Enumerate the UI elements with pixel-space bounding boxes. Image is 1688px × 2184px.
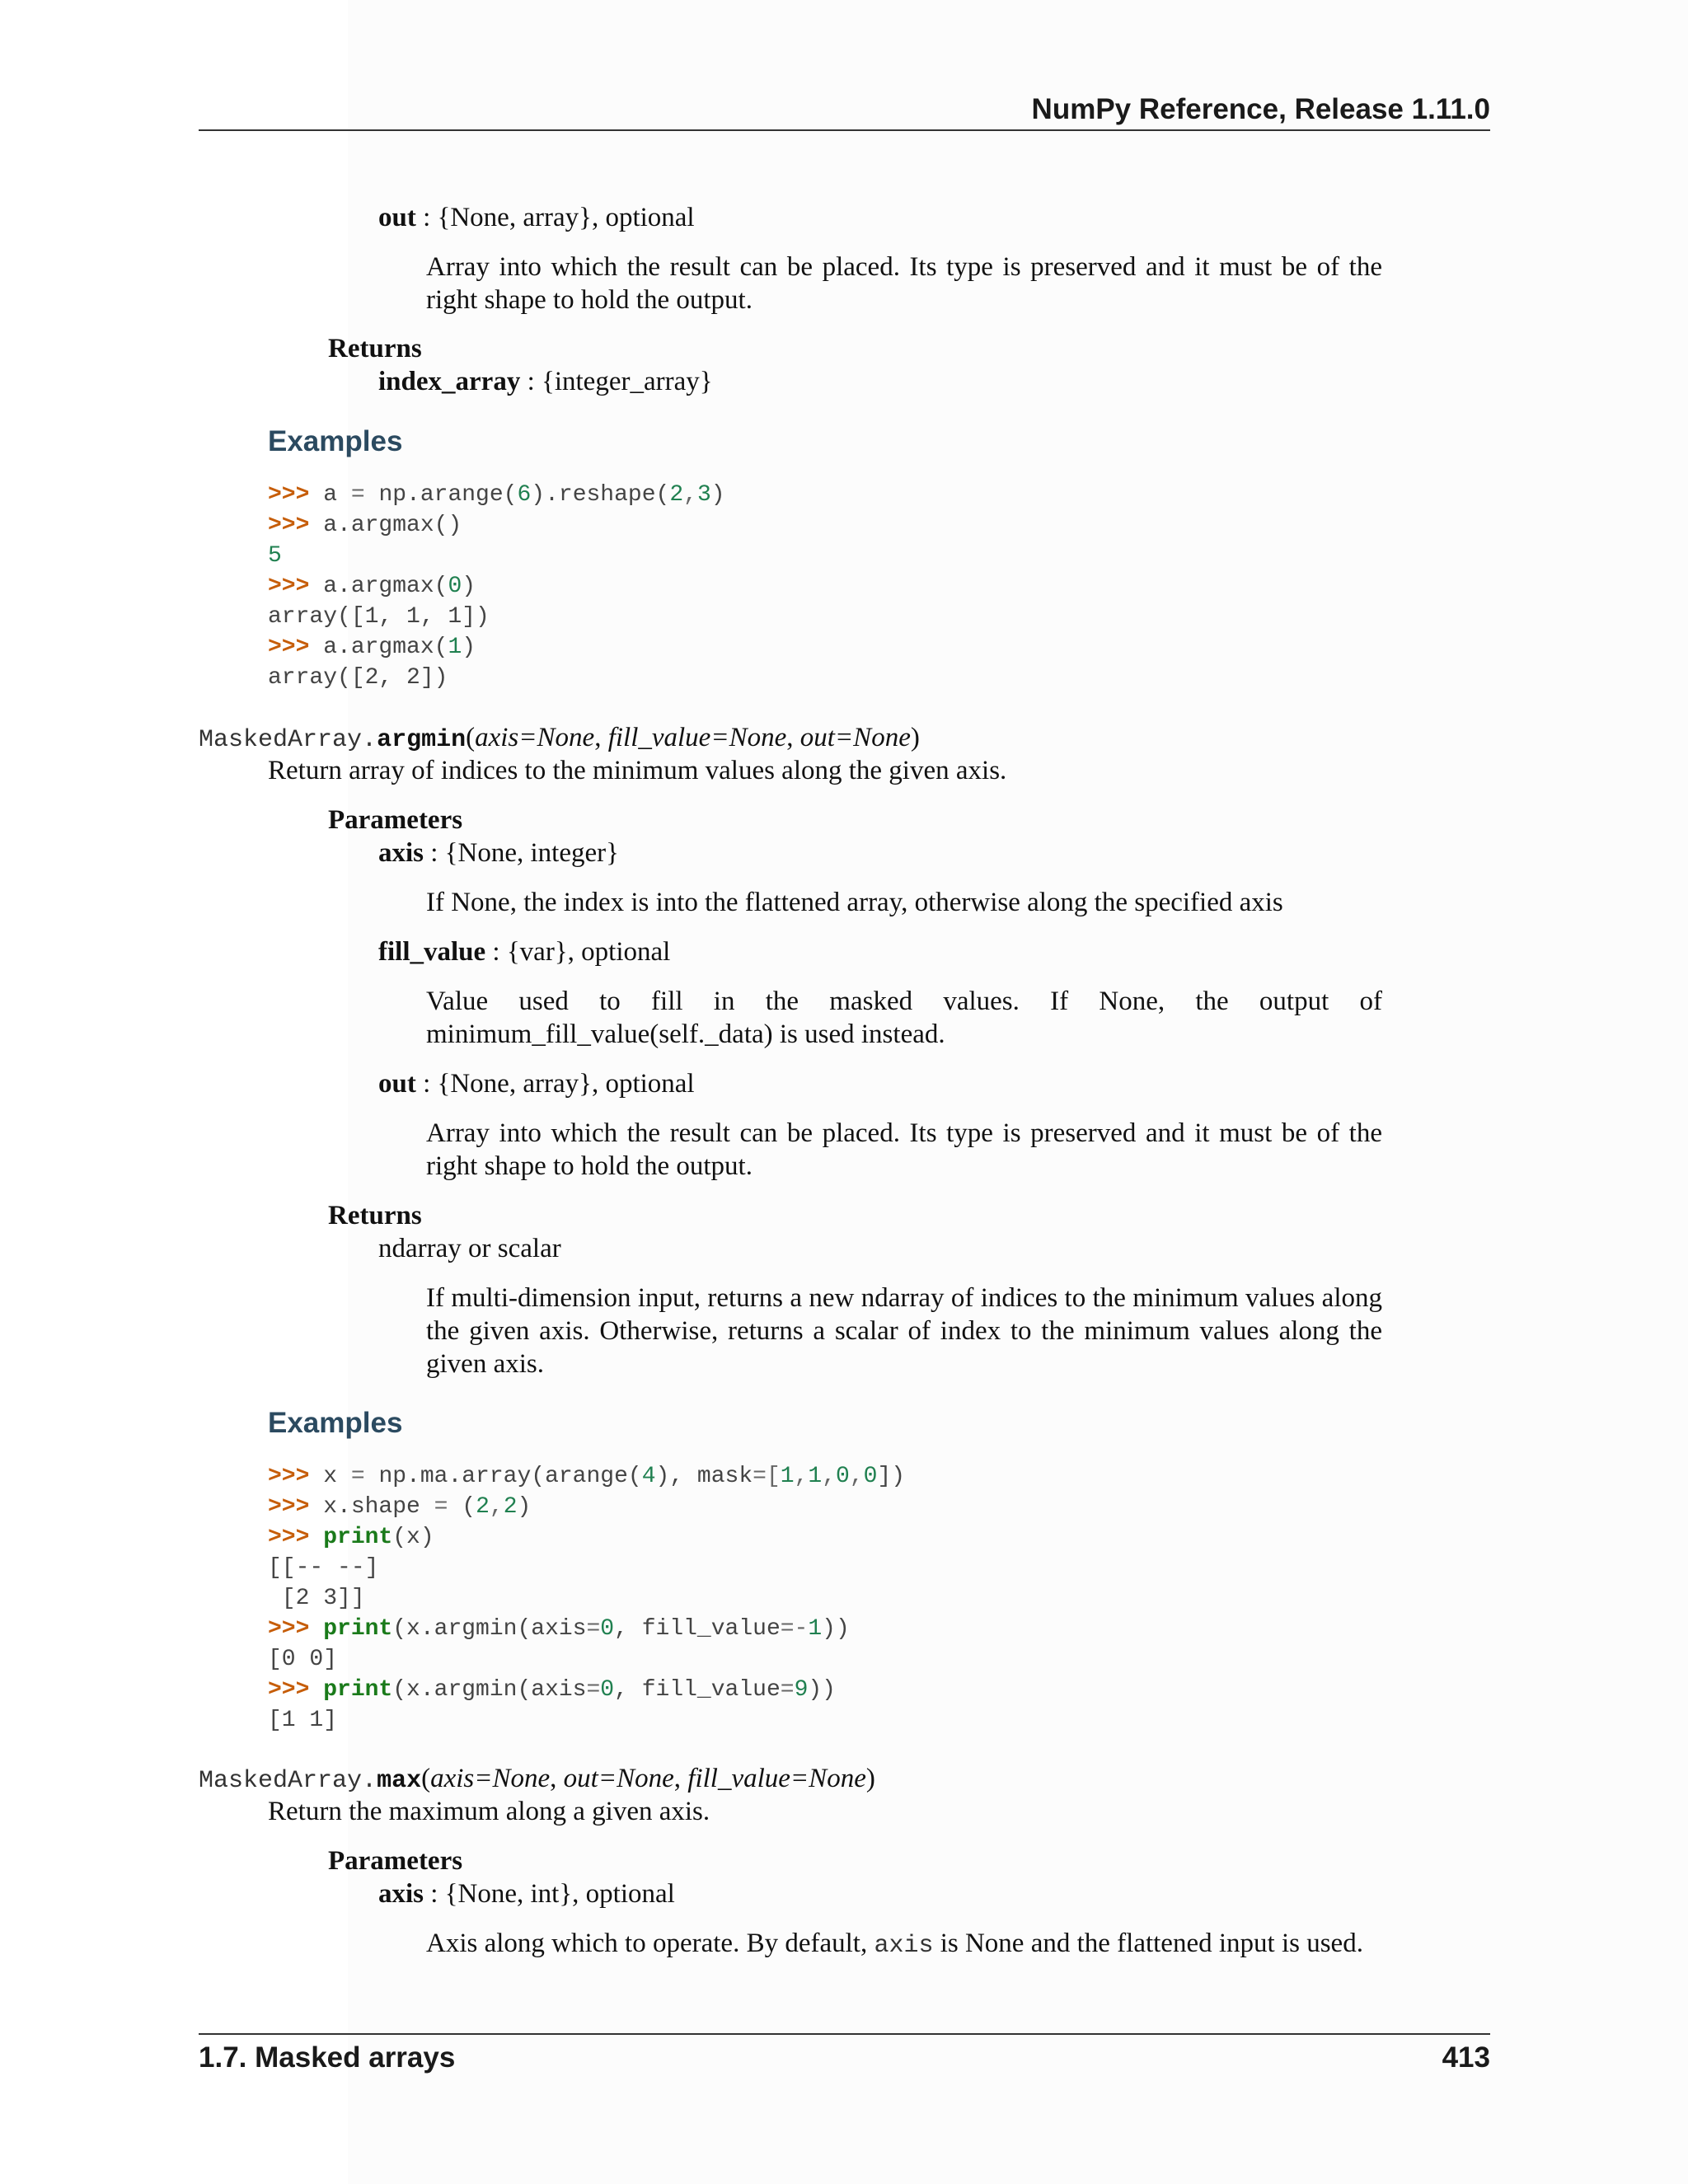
number-token: 2 bbox=[503, 1494, 518, 1520]
number-token: 0 bbox=[600, 1677, 615, 1703]
code-token: = bbox=[586, 1616, 601, 1642]
number-token: 5 bbox=[268, 543, 282, 569]
return-description: If multi-dimension input, returns a new ndarray of indices to the minimum values along the given axis. Otherwise, returns a scalar of index to the minimum values along the given axis. bbox=[426, 1283, 1382, 1379]
code-token: = bbox=[434, 1494, 462, 1520]
code-line bbox=[268, 602, 725, 632]
code-line bbox=[268, 663, 725, 693]
code-token: [[-- --] bbox=[268, 1555, 379, 1581]
method-signature-max: MaskedArray.max(axis=None, out=None, fill_value=None) bbox=[199, 1764, 875, 1795]
code-line bbox=[268, 1644, 905, 1675]
method-name: argmin bbox=[377, 726, 467, 754]
number-token: 0 bbox=[448, 574, 462, 599]
return-heading bbox=[378, 365, 713, 398]
number-token: 1 bbox=[808, 1464, 823, 1489]
code-line bbox=[268, 1583, 905, 1614]
prompt-token: >>> bbox=[268, 1525, 324, 1550]
code-token: , bbox=[683, 482, 697, 508]
param-out-heading bbox=[378, 1067, 695, 1100]
code-token: array([2, 2]) bbox=[268, 665, 448, 691]
method-signature-argmin: MaskedArray.argmin(axis=None, fill_value=None, out=None) bbox=[199, 723, 920, 754]
number-token: 0 bbox=[600, 1616, 615, 1642]
code-token: [ bbox=[766, 1464, 781, 1489]
code-token: , bbox=[489, 1494, 504, 1520]
prompt-token: >>> bbox=[268, 513, 324, 538]
code-token: , bbox=[822, 1464, 837, 1489]
param-out-description: Array into which the result can be placed. Its type is preserved and it must be of the right shape to hold the output. bbox=[426, 1118, 1382, 1181]
code-line bbox=[268, 1614, 905, 1644]
sig-param: out=None bbox=[563, 1764, 674, 1793]
returns-label: Returns bbox=[328, 1201, 422, 1230]
param-type: : {None, array}, optional bbox=[415, 1069, 695, 1099]
number-token: 2 bbox=[476, 1494, 490, 1520]
code-line bbox=[268, 1492, 905, 1522]
number-token: 1 bbox=[448, 635, 462, 660]
prompt-token: >>> bbox=[268, 482, 324, 508]
open-paren: ( bbox=[421, 1764, 431, 1793]
return-type: ndarray or scalar bbox=[378, 1234, 561, 1263]
code-token: [2 3]] bbox=[268, 1586, 365, 1611]
code-token: = bbox=[350, 1464, 379, 1489]
code-token: ).reshape( bbox=[531, 482, 670, 508]
return-type: : {integer_array} bbox=[520, 367, 713, 396]
sig-param: out=None bbox=[799, 723, 911, 752]
sig-param: axis=None bbox=[475, 723, 595, 752]
prompt-token: >>> bbox=[268, 574, 324, 599]
dot: . bbox=[362, 726, 377, 754]
footer-section: 1.7. Masked arrays bbox=[199, 2041, 456, 2074]
running-header: NumPy Reference, Release 1.11.0 bbox=[1031, 93, 1490, 125]
code-token: , bbox=[849, 1464, 864, 1489]
param-type: : {None, integer} bbox=[424, 838, 619, 868]
code-token: [0 0] bbox=[268, 1647, 338, 1672]
code-token: array([1, 1, 1]) bbox=[268, 604, 490, 630]
dot: . bbox=[362, 1767, 377, 1795]
code-token: ) bbox=[517, 1494, 532, 1520]
returns-label: Returns bbox=[328, 334, 422, 363]
code-token: ( bbox=[462, 1494, 476, 1520]
code-token: = bbox=[586, 1677, 601, 1703]
param-axis-description bbox=[426, 1927, 1363, 1962]
desc-text: is None and the flattened input is used. bbox=[933, 1929, 1363, 1958]
param-name: axis bbox=[378, 1879, 424, 1909]
parameters-label: Parameters bbox=[328, 1846, 463, 1876]
prompt-token: >>> bbox=[268, 1464, 324, 1489]
keyword-token: print bbox=[323, 1677, 393, 1703]
header-rule bbox=[199, 129, 1490, 131]
open-paren: ( bbox=[466, 723, 476, 752]
code-token: a.argmax() bbox=[323, 513, 462, 538]
number-token: 6 bbox=[517, 482, 532, 508]
number-token: 4 bbox=[641, 1464, 656, 1489]
code-token: a.argmax( bbox=[323, 635, 448, 660]
code-line bbox=[268, 1675, 905, 1705]
method-description: Return array of indices to the minimum values along the given axis. bbox=[268, 756, 1007, 785]
sig-param: axis=None bbox=[430, 1764, 551, 1793]
code-token: [1 1] bbox=[268, 1708, 338, 1733]
method-description: Return the maximum along a given axis. bbox=[268, 1797, 710, 1826]
code-token: , fill_value bbox=[614, 1677, 781, 1703]
code-token: ) bbox=[462, 635, 476, 660]
param-name: fill_value bbox=[378, 937, 486, 967]
number-token: 1 bbox=[780, 1464, 795, 1489]
code-token: ), mask bbox=[655, 1464, 753, 1489]
footer-rule bbox=[199, 2033, 1490, 2035]
param-type: : {var}, optional bbox=[485, 937, 671, 967]
code-token: )) bbox=[822, 1616, 850, 1642]
param-axis-heading bbox=[378, 1877, 675, 1910]
param-type: : {None, int}, optional bbox=[424, 1879, 675, 1909]
page-number: 413 bbox=[1442, 2041, 1490, 2074]
code-line bbox=[268, 1461, 905, 1492]
prompt-token: >>> bbox=[268, 1616, 324, 1642]
param-out-description: Array into which the result can be placed. Its type is preserved and it must be of the right shape to hold the output. bbox=[426, 252, 1382, 315]
param-fill-heading bbox=[378, 935, 670, 968]
code-token: = bbox=[753, 1464, 767, 1489]
param-axis-heading bbox=[378, 837, 619, 869]
code-token: (x) bbox=[392, 1525, 434, 1550]
param-name: out bbox=[378, 203, 416, 232]
prompt-token: >>> bbox=[268, 1494, 324, 1520]
code-token: = bbox=[780, 1677, 795, 1703]
code-token: (x.argmin(axis bbox=[392, 1616, 587, 1642]
param-out-heading bbox=[378, 201, 695, 234]
code-token: x bbox=[323, 1464, 351, 1489]
code-token: a bbox=[323, 482, 351, 508]
class-name: MaskedArray bbox=[199, 726, 363, 754]
code-line bbox=[268, 571, 725, 602]
code-token: )) bbox=[808, 1677, 836, 1703]
param-name: axis bbox=[378, 838, 424, 868]
param-name: out bbox=[378, 1069, 416, 1099]
sig-param: fill_value=None bbox=[607, 723, 787, 752]
code-line bbox=[268, 541, 725, 571]
code-token: ) bbox=[710, 482, 725, 508]
code-token: a.argmax( bbox=[323, 574, 448, 599]
keyword-token: print bbox=[323, 1525, 393, 1550]
number-token: 1 bbox=[808, 1616, 823, 1642]
code-line bbox=[268, 510, 725, 541]
parameters-label: Parameters bbox=[328, 805, 463, 835]
close-paren: ) bbox=[910, 723, 920, 752]
inline-code: axis bbox=[874, 1932, 934, 1960]
desc-text: Axis along which to operate. By default, bbox=[426, 1929, 874, 1958]
prompt-token: >>> bbox=[268, 635, 324, 660]
param-type: : {None, array}, optional bbox=[415, 203, 695, 232]
code-line bbox=[268, 1522, 905, 1553]
code-token: , bbox=[794, 1464, 809, 1489]
number-token: 2 bbox=[669, 482, 684, 508]
number-token: 9 bbox=[794, 1677, 809, 1703]
code-token: np.ma.array(arange( bbox=[378, 1464, 642, 1489]
keyword-token: print bbox=[323, 1616, 393, 1642]
number-token: 0 bbox=[836, 1464, 850, 1489]
examples-heading: Examples bbox=[268, 425, 403, 457]
examples-heading: Examples bbox=[268, 1407, 403, 1439]
code-line bbox=[268, 1705, 905, 1736]
code-block-argmin bbox=[268, 1461, 905, 1736]
class-name: MaskedArray bbox=[199, 1767, 363, 1795]
number-token: 3 bbox=[696, 482, 711, 508]
param-axis-description: If None, the index is into the flattened array, otherwise along the specified axis bbox=[426, 888, 1283, 917]
param-fill-description: Value used to fill in the masked values. If None, the output of minimum_fill_value(self._data) is used instead. bbox=[426, 987, 1382, 1049]
code-token: x.shape bbox=[323, 1494, 434, 1520]
code-line bbox=[268, 632, 725, 663]
code-line bbox=[268, 1553, 905, 1583]
code-token: ]) bbox=[877, 1464, 906, 1489]
sig-param: fill_value=None bbox=[687, 1764, 866, 1793]
code-token: = bbox=[350, 482, 379, 508]
code-token: np.arange( bbox=[378, 482, 518, 508]
method-name: max bbox=[377, 1767, 422, 1795]
code-token: , fill_value bbox=[614, 1616, 781, 1642]
return-name: index_array bbox=[378, 367, 521, 396]
prompt-token: >>> bbox=[268, 1677, 324, 1703]
number-token: 0 bbox=[863, 1464, 878, 1489]
code-token: ) bbox=[462, 574, 476, 599]
code-block-argmax bbox=[268, 480, 725, 693]
code-token: =- bbox=[780, 1616, 809, 1642]
close-paren: ) bbox=[865, 1764, 875, 1793]
code-line bbox=[268, 480, 725, 510]
code-token: (x.argmin(axis bbox=[392, 1677, 587, 1703]
